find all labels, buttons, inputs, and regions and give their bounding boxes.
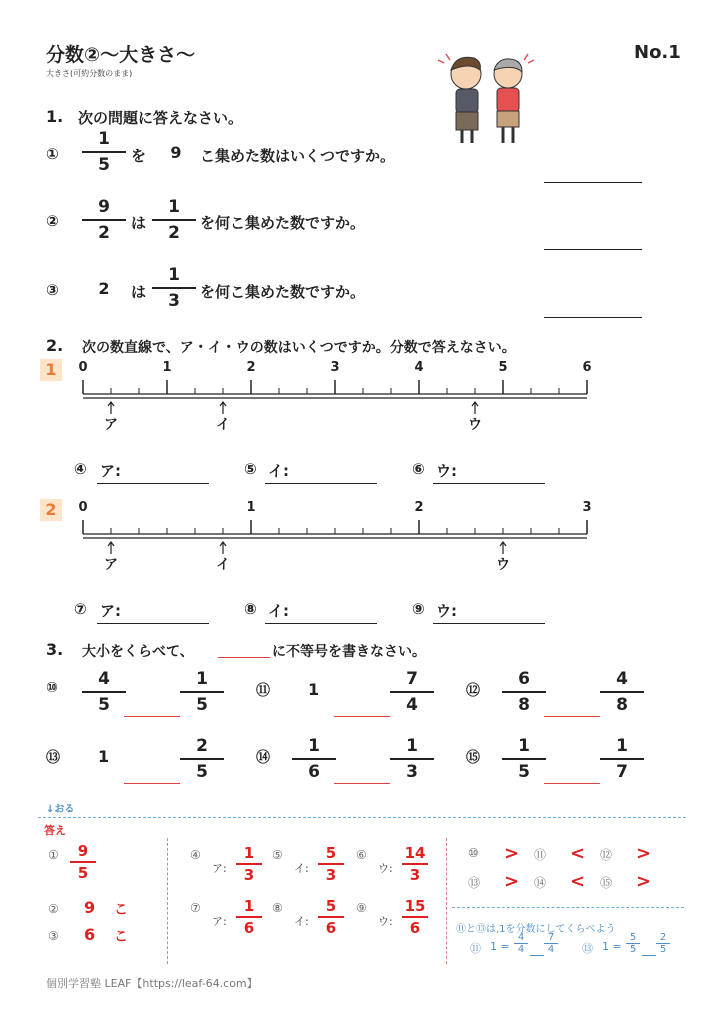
denominator: 8: [616, 695, 628, 715]
answer-number: ⑥: [356, 848, 367, 862]
inequality-blank[interactable]: [124, 716, 180, 717]
inequality-blank[interactable]: [124, 783, 180, 784]
hint-number: ⑪: [470, 942, 481, 955]
answer-number: ②: [48, 902, 59, 916]
section2-instruction: 次の数直線で、ア・イ・ウの数はいくつですか。分数で答えなさい。: [82, 340, 516, 356]
arrow-label: ア: [104, 557, 118, 573]
arrow-label: イ: [216, 557, 230, 573]
numerator: 4: [616, 669, 628, 689]
answer-number: ④: [190, 848, 201, 862]
answer-number: ⑤: [272, 848, 283, 862]
answer-number: ⑩: [468, 846, 479, 860]
numerator: 1: [406, 736, 418, 756]
denominator: 7: [616, 762, 628, 782]
answer-fraction: [234, 844, 264, 884]
answer-blank[interactable]: [265, 483, 377, 484]
answer-blank[interactable]: [544, 249, 642, 250]
answer-unit: こ: [114, 929, 128, 945]
hint-divider: [452, 907, 684, 908]
particle-text: は: [131, 214, 147, 232]
denominator: 5: [518, 762, 530, 782]
answer-number: ⑦: [190, 901, 201, 915]
answers-heading: 答え: [44, 824, 66, 837]
item-number: ⑭: [256, 750, 270, 766]
denominator: 5: [77, 864, 89, 882]
tick-label: 6: [582, 360, 592, 375]
answer-number: ⑫: [600, 848, 613, 862]
tick-label: 0: [78, 360, 88, 375]
answer-divider: [167, 838, 168, 964]
numerator: 6: [518, 669, 530, 689]
answer-label: ウ:: [378, 862, 393, 875]
fraction: [82, 128, 126, 176]
answer-number: ⑭: [534, 876, 547, 890]
answer-label: イ:: [294, 915, 309, 928]
particle-text: は: [131, 283, 147, 301]
answer-label: ア:: [212, 915, 227, 928]
fraction: [152, 196, 196, 244]
numerator: 1: [518, 736, 530, 756]
answer-number: ⑬: [468, 876, 481, 890]
answer-blank[interactable]: [544, 182, 642, 183]
number-line-badge: 1: [40, 359, 62, 381]
answer-label: イ:: [294, 862, 309, 875]
answer-fraction: [234, 897, 264, 937]
tick-label: 1: [246, 500, 256, 515]
numerator: 7: [406, 669, 418, 689]
section1-number: 1.: [46, 107, 64, 126]
answer-fraction: [400, 844, 430, 884]
answer-label: ウ:: [378, 915, 393, 928]
pointer-arrow: [220, 542, 226, 554]
blank-number: ⑨: [412, 600, 425, 618]
answer-sign: >: [504, 843, 520, 864]
numerator: 1: [243, 897, 255, 915]
inequality-blank[interactable]: [334, 783, 390, 784]
hint-fraction: 7 4: [544, 932, 558, 955]
tick-label: 3: [582, 500, 592, 515]
answer-blank[interactable]: [265, 623, 377, 624]
fraction: [502, 668, 546, 716]
fraction: [82, 196, 126, 244]
denominator: 8: [518, 695, 530, 715]
denominator: 5: [98, 695, 110, 715]
question-text: を何こ集めた数ですか。: [200, 214, 366, 232]
page-title: 分数②〜大きさ〜: [46, 44, 196, 66]
fold-label: ↓おる: [46, 804, 75, 815]
hint-lhs: 1 =: [602, 940, 622, 953]
hint-text: ⑪と⑬は,1を分数にしてくらべよう: [456, 924, 616, 935]
item-number: ⑩: [46, 680, 58, 696]
answer-unit: こ: [114, 902, 128, 918]
blank-number: ⑥: [412, 460, 425, 478]
numerator: 15: [404, 897, 426, 915]
denominator: 3: [168, 291, 180, 311]
numerator: 1: [308, 736, 320, 756]
tick-label: 2: [414, 500, 424, 515]
whole-number: 2: [98, 279, 110, 298]
count-value: 9: [170, 143, 182, 162]
pointer-arrow: [500, 542, 506, 554]
denominator: 3: [409, 866, 421, 884]
answer-number: ①: [48, 848, 59, 862]
page-subtitle: 大きさ(可約分数のまま): [46, 69, 133, 78]
inequality-blank[interactable]: [544, 716, 600, 717]
blank-label: ア:: [100, 462, 121, 480]
answer-blank[interactable]: [433, 483, 545, 484]
page-number: No.1: [634, 42, 681, 63]
answer-sign: >: [636, 871, 652, 892]
hint-fraction: 4 4: [514, 932, 528, 955]
boy-right-figure: [494, 59, 522, 143]
denominator: 2: [98, 223, 110, 243]
answer-number: ⑨: [356, 901, 367, 915]
numerator: 1: [196, 669, 208, 689]
answer-label: ア:: [212, 862, 227, 875]
particle-text: を: [131, 147, 147, 165]
tick-label: 5: [498, 360, 508, 375]
numerator: 1: [168, 197, 180, 217]
hint-blank: [642, 955, 656, 956]
blank-label: イ:: [268, 462, 289, 480]
inequality-blank[interactable]: [544, 783, 600, 784]
whole-number: 1: [98, 747, 110, 766]
numerator: 14: [404, 844, 426, 862]
arrow-label: イ: [216, 417, 230, 433]
blank-label: ア:: [100, 602, 121, 620]
blank-label: ウ:: [436, 462, 457, 480]
numerator: 1: [243, 844, 255, 862]
sample-blank: [218, 657, 270, 658]
boy-left-figure: [451, 57, 481, 143]
answer-fraction: [68, 842, 98, 882]
tick-label: 2: [246, 360, 256, 375]
item-number: ⑬: [46, 750, 60, 766]
numerator: 4: [98, 669, 110, 689]
item-number: ⑫: [466, 683, 480, 699]
denominator: 5: [98, 155, 110, 175]
section2-number: 2.: [46, 336, 64, 355]
arrow-label: ア: [104, 417, 118, 433]
question-number: ②: [46, 212, 59, 230]
pointer-arrow: [108, 402, 114, 414]
fraction: [292, 735, 336, 783]
answer-number: ⑪: [534, 848, 547, 862]
blank-number: ⑤: [244, 460, 257, 478]
denominator: 6: [308, 762, 320, 782]
answer-sign: >: [504, 871, 520, 892]
fraction: [152, 264, 196, 312]
pointer-arrow: [108, 542, 114, 554]
denominator: 3: [325, 866, 337, 884]
section1-instruction: 次の問題に答えなさい。: [78, 109, 244, 127]
blank-label: ウ:: [436, 602, 457, 620]
answer-value: 9: [84, 898, 96, 917]
answer-blank[interactable]: [97, 483, 209, 484]
hint-fraction: 5 5: [626, 932, 640, 955]
numerator: 5: [325, 897, 337, 915]
answer-sign: <: [570, 843, 586, 864]
denominator: 3: [406, 762, 418, 782]
denominator: 6: [243, 919, 255, 937]
blank-number: ⑦: [74, 600, 87, 618]
section3-instruction-pre: 大小をくらべて、: [82, 644, 194, 660]
answer-sign: <: [570, 871, 586, 892]
pointer-arrow: [472, 402, 478, 414]
answer-blank[interactable]: [97, 623, 209, 624]
fraction: [502, 735, 546, 783]
fraction: [180, 668, 224, 716]
hint-lhs: 1 =: [490, 940, 510, 953]
numerator: 1: [168, 265, 180, 285]
hint-blank: [530, 955, 544, 956]
footer-text: 個別学習塾 LEAF【https://leaf-64.com】: [46, 977, 258, 990]
item-number: ⑮: [466, 750, 480, 766]
fraction: [390, 668, 434, 716]
tick-label: 1: [162, 360, 172, 375]
answer-value: 6: [84, 925, 96, 944]
children-illustration: [436, 48, 536, 148]
answer-fraction: [400, 897, 430, 937]
answer-fraction: [316, 844, 346, 884]
inequality-blank[interactable]: [334, 716, 390, 717]
arrow-label: ウ: [468, 417, 482, 433]
answer-number: ⑧: [272, 901, 283, 915]
answer-blank[interactable]: [433, 623, 545, 624]
fraction: [82, 668, 126, 716]
section3-instruction-post: に不等号を書きなさい。: [272, 644, 426, 660]
whole-number: 1: [308, 680, 320, 699]
section3-number: 3.: [46, 640, 64, 659]
answer-sign: >: [636, 843, 652, 864]
fraction: [180, 735, 224, 783]
denominator: 3: [243, 866, 255, 884]
fold-line: [38, 817, 686, 818]
item-number: ⑪: [256, 683, 270, 699]
answer-number: ③: [48, 929, 59, 943]
denominator: 6: [409, 919, 421, 937]
question-text: を何こ集めた数ですか。: [200, 283, 366, 301]
numerator: 9: [98, 197, 110, 217]
pointer-arrow: [220, 402, 226, 414]
answer-number: ⑮: [600, 876, 613, 890]
denominator: 5: [196, 695, 208, 715]
numerator: 1: [616, 736, 628, 756]
denominator: 5: [196, 762, 208, 782]
numerator: 9: [77, 842, 89, 860]
answer-blank[interactable]: [544, 317, 642, 318]
question-text: こ集めた数はいくつですか。: [200, 147, 396, 165]
denominator: 4: [406, 695, 418, 715]
numerator: 2: [196, 736, 208, 756]
answer-divider: [446, 838, 447, 964]
tick-label: 3: [330, 360, 340, 375]
blank-number: ⑧: [244, 600, 257, 618]
numerator: 5: [325, 844, 337, 862]
hint-number: ⑬: [582, 942, 593, 955]
denominator: 2: [168, 223, 180, 243]
numerator: 1: [98, 129, 110, 149]
blank-label: イ:: [268, 602, 289, 620]
arrow-label: ウ: [496, 557, 510, 573]
tick-label: 4: [414, 360, 424, 375]
blank-number: ④: [74, 460, 87, 478]
answer-fraction: [316, 897, 346, 937]
number-line-badge: 2: [40, 499, 62, 521]
fraction: [600, 735, 644, 783]
question-number: ①: [46, 145, 59, 163]
denominator: 6: [325, 919, 337, 937]
fraction: [390, 735, 434, 783]
question-number: ③: [46, 281, 59, 299]
fraction: [600, 668, 644, 716]
tick-label: 0: [78, 500, 88, 515]
hint-fraction: 2 5: [656, 932, 670, 955]
